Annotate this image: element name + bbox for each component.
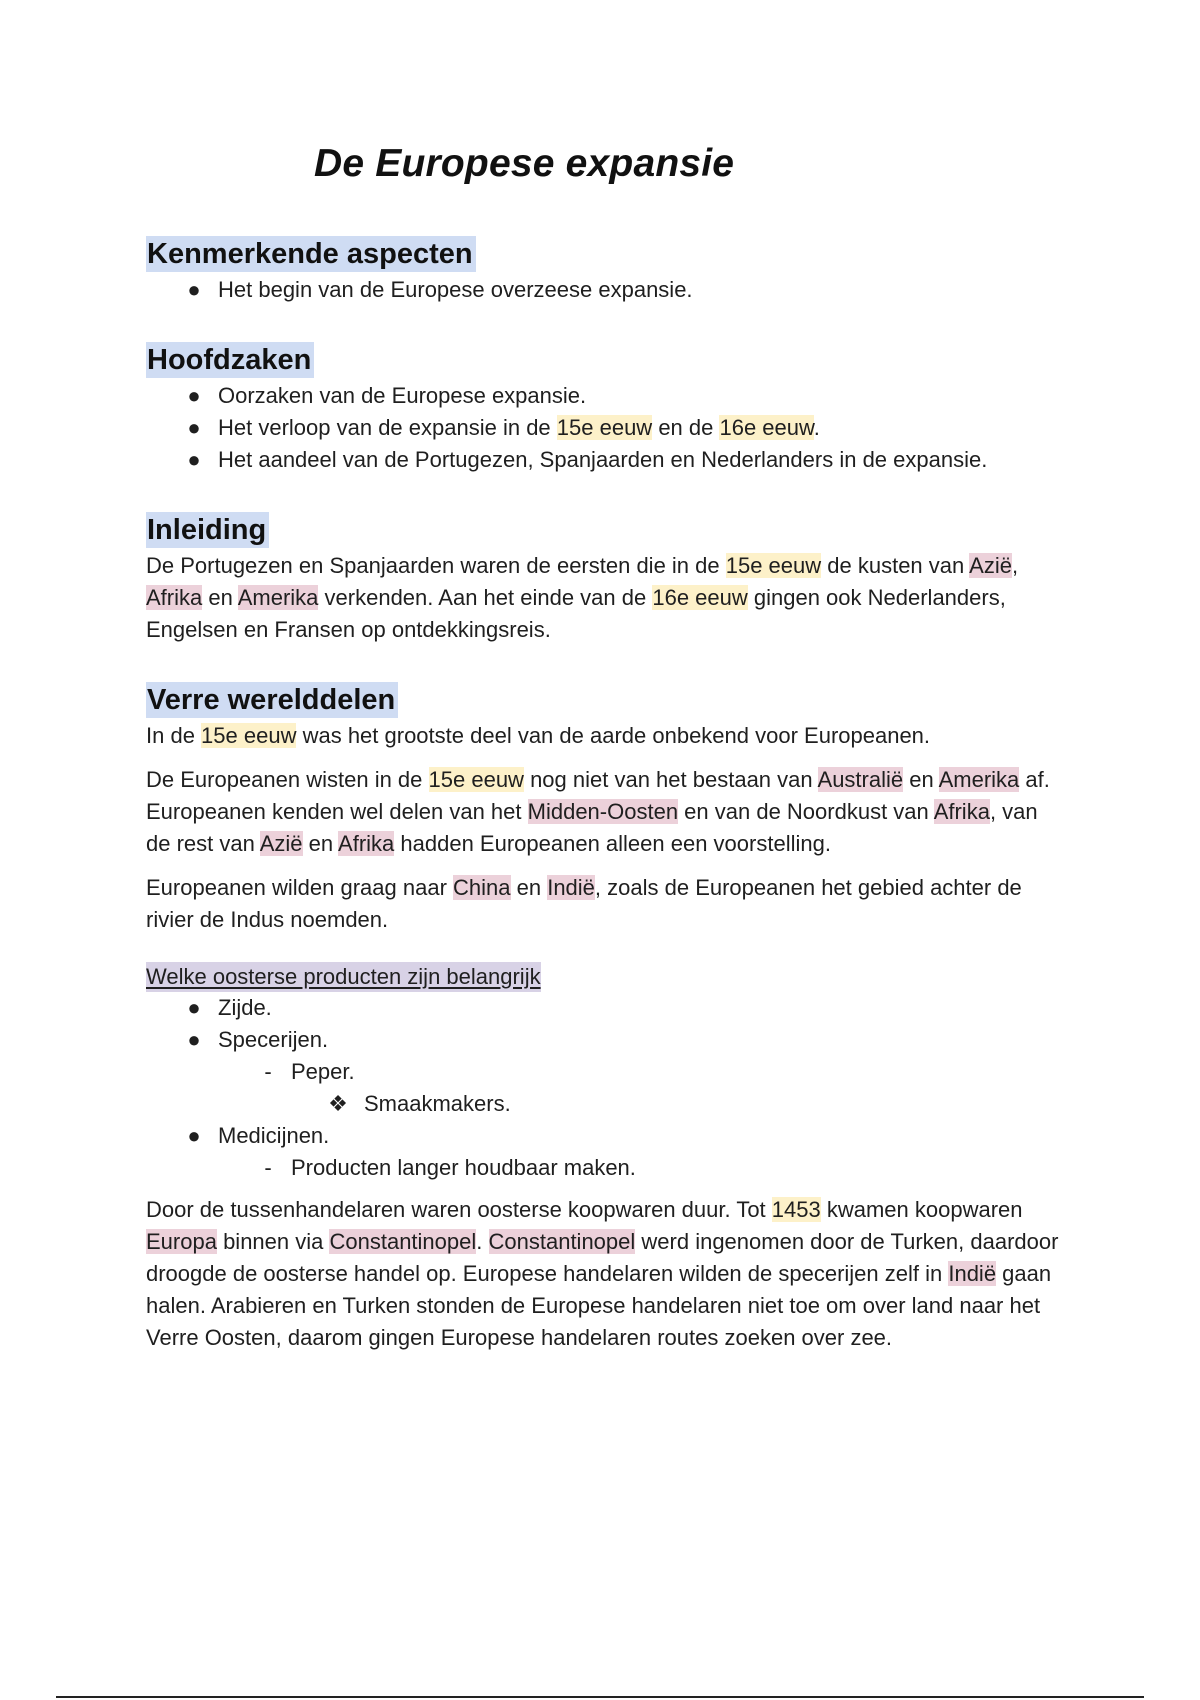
text-run: Producten langer houdbaar maken.: [291, 1155, 636, 1180]
list-item-text: [218, 1027, 328, 1052]
text-run: hadden Europeanen alleen een voorstelling.: [394, 831, 831, 856]
bullet-marker: ●: [187, 415, 201, 440]
text-run: Zijde.: [218, 995, 272, 1020]
text-run: en: [903, 767, 939, 792]
list-item: [146, 1120, 1066, 1152]
place-highlight: Afrika: [933, 799, 990, 824]
text-run: nog niet van het bestaan van: [523, 767, 818, 792]
text-run: gingen ook Nederlanders, Engelsen en Fransen op ontdekkingsreis.: [146, 585, 1006, 642]
paragraph: [146, 872, 1066, 936]
text-run: .: [813, 415, 820, 440]
section-verre-werelddelen: [146, 682, 1066, 1354]
list-item: [146, 1152, 1066, 1184]
list-item-text: [218, 415, 820, 440]
text-run: en de: [652, 415, 720, 440]
section-heading: Kenmerkende aspecten: [146, 236, 476, 272]
list-item-text: [364, 1091, 511, 1116]
text-run: en: [202, 585, 238, 610]
text-run: Het verloop van de expansie in de: [218, 415, 557, 440]
place-highlight: Azië: [969, 553, 1012, 578]
place-highlight: Constantinopel: [329, 1229, 477, 1254]
text-run: Smaakmakers.: [364, 1091, 511, 1116]
text-run: Peper.: [291, 1059, 355, 1084]
text-run: De Europeanen wisten in de: [146, 767, 429, 792]
bullet-marker: ●: [187, 447, 201, 472]
list-item-text: [218, 277, 693, 302]
text-run: Het aandeel van de Portugezen, Spanjaarden en Nederlanders in de expansie.: [218, 447, 988, 472]
section-heading: Inleiding: [146, 512, 269, 548]
list-item-text: [218, 995, 272, 1020]
section-inleiding: [146, 512, 1066, 646]
section-kenmerkende-aspecten: [146, 236, 1066, 306]
place-highlight: Amerika: [237, 585, 319, 610]
section-heading: Verre werelddelen: [146, 682, 398, 718]
dash-marker: -: [264, 1059, 272, 1084]
text-run: In de: [146, 723, 202, 748]
bullet-marker: ●: [187, 1123, 201, 1148]
text-run: , van de rest van: [146, 799, 1038, 856]
dash-marker: -: [264, 1155, 272, 1180]
list-item: [146, 274, 1066, 306]
place-highlight: Indië: [547, 875, 595, 900]
text-run: Het begin van de Europese overzeese expansie.: [218, 277, 693, 302]
text-run: de kusten van: [821, 553, 970, 578]
text-run: ,: [1011, 553, 1019, 578]
text-run: , zoals de Europeanen het gebied achter de rivier de Indus noemden.: [146, 875, 1022, 932]
date-highlight: 1453: [771, 1197, 821, 1222]
list-item: [146, 1088, 1066, 1120]
list-item-text: [291, 1059, 355, 1084]
bullet-marker: ●: [187, 383, 201, 408]
place-highlight: Europa: [146, 1229, 217, 1254]
text-run: De Portugezen en Spanjaarden waren de eersten die in de: [146, 553, 726, 578]
paragraph: [146, 1194, 1066, 1354]
bullet-list: [146, 380, 1066, 476]
text-run: gaan halen. Arabieren en Turken stonden de Europese handelaren niet toe om over land naar het Verre Oosten, daarom gingen Europese handelaren routes zoeken over zee.: [146, 1261, 1052, 1350]
text-run: Europeanen wilden graag naar: [146, 875, 454, 900]
place-highlight: Indië: [948, 1261, 997, 1286]
place-highlight: China: [453, 875, 511, 900]
list-item-text: [218, 383, 586, 408]
place-highlight: Afrika: [338, 831, 395, 856]
text-run: Medicijnen.: [218, 1123, 330, 1148]
list-item: [146, 992, 1066, 1024]
text-run: Door de tussenhandelaren waren oosterse koopwaren duur. Tot: [146, 1197, 772, 1222]
text-run: af. Europeanen kenden wel delen van het: [146, 767, 1050, 824]
list-item: [146, 412, 1066, 444]
date-highlight: 15e eeuw: [725, 553, 822, 578]
date-highlight: 15e eeuw: [428, 767, 524, 792]
place-highlight: Afrika: [146, 585, 203, 610]
date-highlight: 15e eeuw: [556, 415, 653, 440]
text-run: en van de Noordkust van: [678, 799, 934, 824]
text-run: Oorzaken van de Europese expansie.: [218, 383, 587, 408]
sub-heading: Welke oosterse producten zijn belangrijk: [146, 962, 541, 992]
text-run: .: [476, 1229, 489, 1254]
list-item-text: [218, 1123, 329, 1148]
paragraph: [146, 764, 1066, 860]
diamond-bullet-marker: ❖: [328, 1091, 348, 1116]
text-run: was het grootste deel van de aarde onbekend voor Europeanen.: [296, 723, 931, 748]
place-highlight: Azië: [259, 831, 303, 856]
page-title: De Europese expansie: [314, 142, 735, 185]
text-run: kwamen koopwaren: [820, 1197, 1023, 1222]
text-run: en: [510, 875, 548, 900]
list-item: [146, 1056, 1066, 1088]
date-highlight: 16e eeuw: [652, 585, 748, 610]
bullet-list: [146, 274, 1066, 306]
bullet-marker: ●: [187, 277, 201, 302]
place-highlight: Amerika: [938, 767, 1020, 792]
list-item-text: [218, 447, 987, 472]
date-highlight: 16e eeuw: [719, 415, 814, 440]
date-highlight: 15e eeuw: [201, 723, 297, 748]
list-item-text: [291, 1155, 636, 1180]
list-item: [146, 1024, 1066, 1056]
paragraph: [146, 550, 1066, 646]
page-bottom-rule: [56, 1696, 1144, 1698]
text-run: Specerijen.: [218, 1027, 329, 1052]
place-highlight: Midden-Oosten: [527, 799, 679, 824]
list-item: [146, 380, 1066, 412]
text-run: binnen via: [216, 1229, 330, 1254]
bullet-marker: ●: [187, 1027, 201, 1052]
text-run: werd ingenomen door de Turken, daardoor droogde de oosterse handel op. Europese handelaren wilden de specerijen zelf in: [146, 1229, 1059, 1286]
document-body: [146, 236, 1066, 1390]
place-highlight: Australië: [817, 767, 904, 792]
place-highlight: Constantinopel: [488, 1229, 636, 1254]
paragraph: [146, 720, 1066, 752]
section-hoofdzaken: [146, 342, 1066, 476]
bullet-marker: ●: [187, 995, 201, 1020]
section-heading: Hoofdzaken: [146, 342, 314, 378]
bullet-list: [146, 992, 1066, 1184]
text-run: verkenden. Aan het einde van de: [318, 585, 653, 610]
list-item: [146, 444, 1066, 476]
text-run: en: [302, 831, 339, 856]
